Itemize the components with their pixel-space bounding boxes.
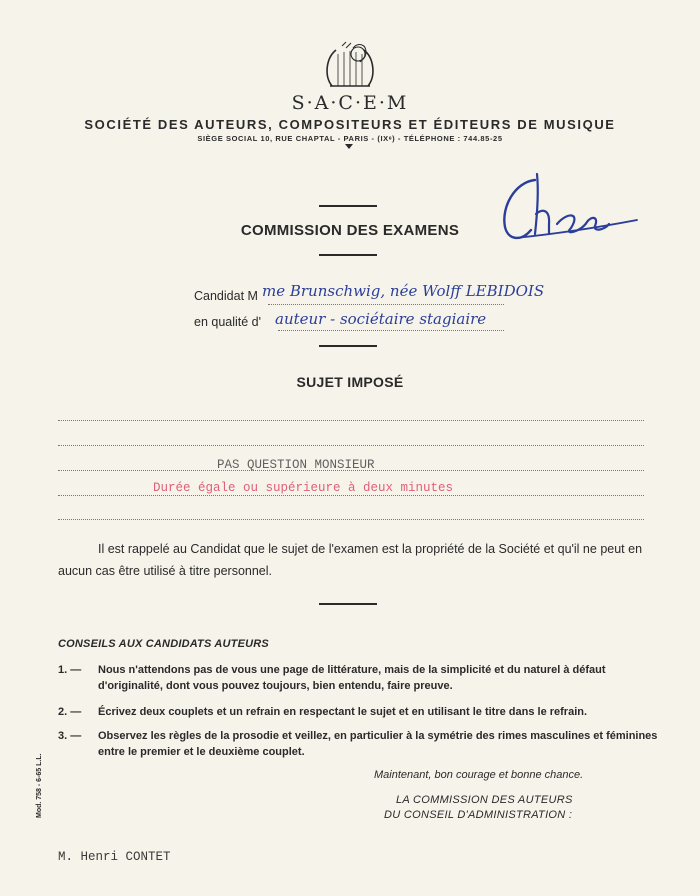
divider [319, 254, 377, 256]
candidate-line [268, 304, 504, 305]
society-name: SOCIÉTÉ DES AUTEURS, COMPOSITEURS ET ÉDITEURS DE MUSIQUE [84, 117, 616, 132]
candidate-label: Candidat M [194, 289, 258, 303]
form-reference: Mod. 758 - 6-65 L.L. [36, 753, 43, 818]
quality-line [278, 330, 504, 331]
sacem-acronym: S·A·C·E·M [291, 92, 409, 114]
divider [319, 345, 377, 347]
subject-title: SUJET IMPOSÉ [296, 374, 404, 390]
divider [319, 603, 377, 605]
conseil-item [58, 704, 670, 722]
conseil-number: 3. — [58, 730, 82, 742]
conseil-text: Écrivez deux couplets et un refrain en respectant le sujet et en utilisant le titre dans le refrain. [98, 706, 588, 718]
lyre-muse-logo-icon [318, 40, 382, 92]
conseil-item [58, 662, 670, 696]
signatory-line-1: LA COMMISSION DES AUTEURS [396, 794, 573, 806]
duration-stamp: Durée égale ou supérieure à deux minutes [153, 481, 454, 495]
addressee-typed: M. Henri CONTET [58, 850, 171, 864]
quality-label: en qualité d' [194, 315, 262, 329]
candidate-name-handwritten: me Brunschwig, née Wolff LEBIDOIS [262, 282, 545, 300]
subject-line [58, 420, 644, 421]
divider [319, 205, 377, 207]
conseil-item [58, 728, 670, 762]
notice-paragraph: Il est rappelé au Candidat que le sujet de l'examen est la propriété de la Société et qu'il ne peut en aucun cas être utilisé à titre personnel. [58, 542, 643, 578]
commission-title: COMMISSION DES EXAMENS [240, 222, 460, 239]
conseil-number: 2. — [58, 706, 82, 718]
quality-value-handwritten: auteur - sociétaire stagiaire [275, 310, 487, 328]
conseil-text: Nous n'attendons pas de vous une page de littérature, mais de la simplicité et du naturel à défaut d'originalité, dont vous pouvez toujours, bien entendu, faire preuve. [98, 664, 606, 692]
signatory-line-2: DU CONSEIL D'ADMINISTRATION : [384, 809, 573, 821]
handwritten-initials [495, 172, 645, 252]
subject-line [58, 495, 644, 496]
subject-line [58, 519, 644, 520]
conseil-text: Observez les règles de la prosodie et veillez, en particulier à la symétrie des rimes masculines et féminines entre le premier et le deuxième couplet. [98, 730, 658, 758]
conseils-heading: CONSEILS AUX CANDIDATS AUTEURS [58, 638, 269, 650]
closing-line: Maintenant, bon courage et bonne chance. [374, 769, 584, 781]
header-marker-icon [345, 144, 353, 149]
subject-typed: PAS QUESTION MONSIEUR [217, 458, 375, 472]
society-address: SIÈGE SOCIAL 10, RUE CHAPTAL - PARIS - (IXᵉ) - TÉLÉPHONE : 744.85-25 [197, 134, 503, 143]
conseil-number: 1. — [58, 664, 82, 676]
subject-line [58, 445, 644, 446]
